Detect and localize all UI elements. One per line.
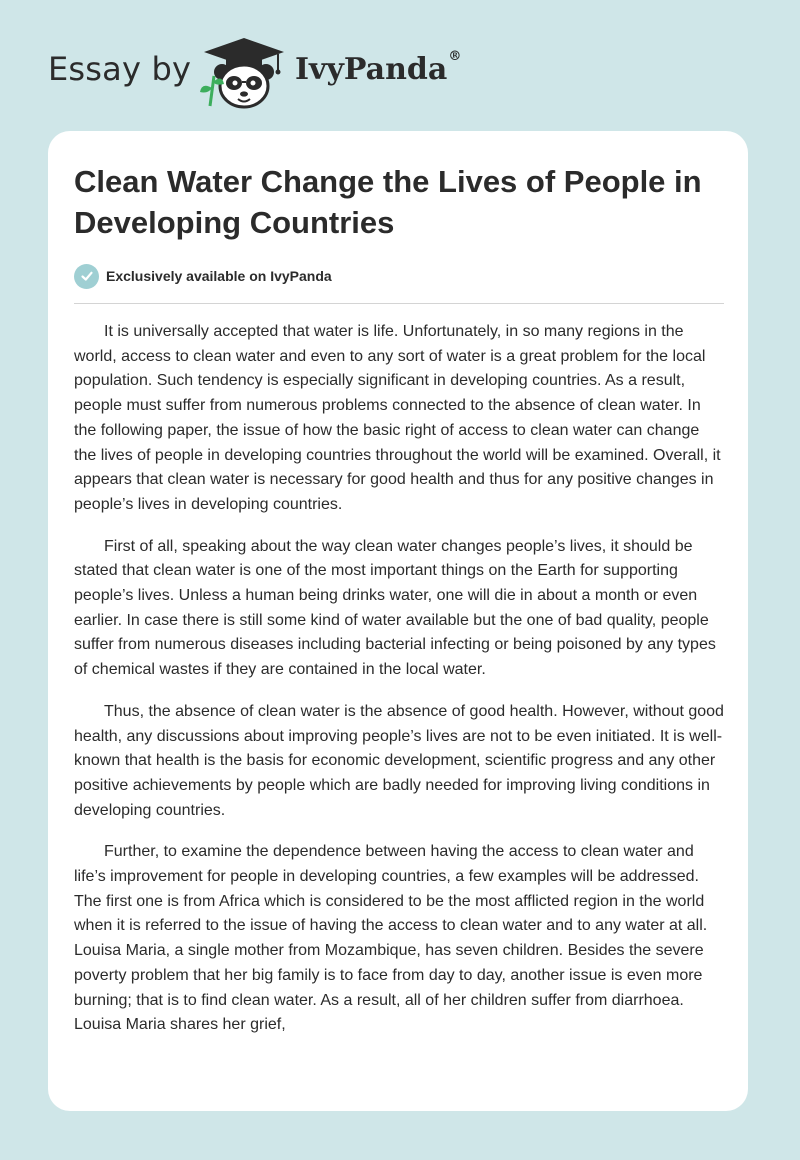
brand-name: IvyPanda bbox=[295, 52, 448, 87]
checkmark-icon bbox=[74, 264, 99, 289]
paragraph: First of all, speaking about the way clean water changes people’s lives, it should be stated that clean water is one of the most important things on the Earth for supporting people’s lives. Unless a human being drinks water, one will die in about a month or even earlier. In case there is still some kind of water available but the one of bad quality, people suffer from numerous diseases including bacterial infecting or being poisoned by any types of chemical wastes if they are contained in the local water. bbox=[74, 537, 716, 679]
essay-by-label: Essay by bbox=[48, 50, 192, 88]
paragraph: It is universally accepted that water is life. Unfortunately, in so many regions in the world, access to clean water and even to any sort of water is a great problem for the local population. Such tendency is especially significant in developing countries. As a result, people must suffer from numerous problems connected to the absence of clean water. In the following paper, the issue of how the basic right of access to clean water can change the lives of people in developing countries throughout the world will be examined. Overall, it appears that clean water is necessary for good health and thus for any positive changes in people’s lives in developing countries. bbox=[74, 323, 721, 513]
brand-logo-text[interactable] bbox=[295, 49, 462, 87]
registered-mark: ® bbox=[448, 49, 462, 64]
paragraph: Further, to examine the dependence between having the access to clean water and life’s improvement for people in developing countries, a few examples will be addressed. The first one is from Africa which is considered to be the most afflicted region in the world when it is referred to the issue of having the access to clean water and to any water at all. Louisa Maria, a single mother from Mozambique, has seven children. Besides the severe poverty problem that her big family is to face from day to day, another issue is even more burning; that is to find clean water. As a result, all of her children suffer from diarrhoea. Louisa Maria shares her grief, bbox=[74, 843, 708, 1034]
badge-label: Exclusively available on IvyPanda bbox=[106, 268, 332, 284]
panda-logo-icon[interactable] bbox=[198, 36, 290, 110]
exclusive-badge bbox=[74, 263, 332, 289]
site-header bbox=[0, 0, 800, 130]
paragraph: Thus, the absence of clean water is the absence of good health. However, without good health, any discussions about improving people’s lives are not to be even initiated. It is well-known that health is the basis for economic development, scientific progress and any other positive achievements by people which are badly needed for improving living conditions in developing countries. bbox=[74, 702, 724, 819]
essay-card bbox=[48, 131, 748, 1111]
page-title: Clean Water Change the Lives of People in Developing Countries bbox=[74, 164, 702, 240]
essay-body bbox=[74, 320, 724, 1055]
divider bbox=[74, 303, 724, 304]
